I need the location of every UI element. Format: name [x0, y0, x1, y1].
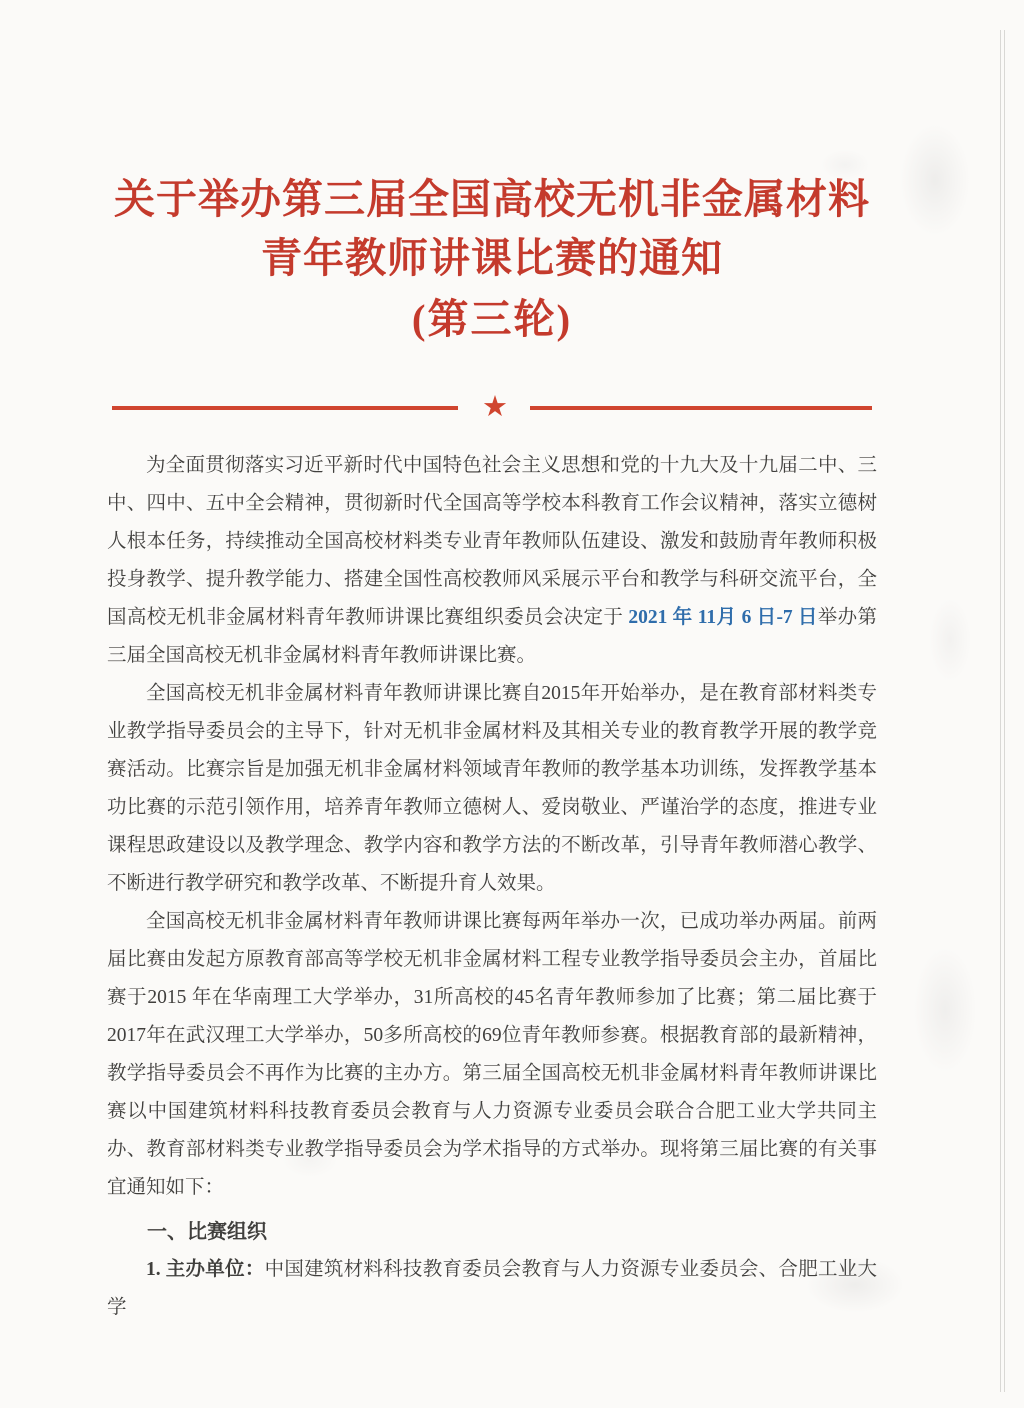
divider-line-right: [530, 406, 872, 410]
paragraph-history: 全国高校无机非金属材料青年教师讲课比赛每两年举办一次，已成功举办两届。前两届比赛由发起方原教育部高等学校无机非金属材料工程专业教学指导委员会主办，首届比赛于2015 年在华南理工大学举办，31所高校的45名青年教师参加了比赛；第二届比赛于2017年在武汉理工大学举办，50多所高校的69位青年教师参赛。根据教育部的最新精神，教学指导委员会不再作为比赛的主办方。第三届全国高校无机非金属材料青年教师讲课比赛以中国建筑材料科技教育委员会教育与人力资源专业委员会联合合肥工业大学共同主办、教育部材料类专业教学指导委员会为学术指导的方式举办。现将第三届比赛的有关事宜通知如下：: [107, 911, 877, 1198]
title-line-1: 关于举办第三届全国高校无机非金属材料: [114, 176, 870, 222]
paragraph-intro-text: 为全面贯彻落实习近平新时代中国特色社会主义思想和党的十九大及十九届二中、三中、四中、五中全会精神，贯彻新时代全国高等学校本科教育工作会议精神，落实立德树人根本任务，持续推动全国高校材料类专业青年教师队伍建设、激发和鼓励青年教师积极投身教学、提升教学能力、搭建全国性高校教师风采展示平台和教学与科研交流平台，全国高校无机非金属材料青年教师讲课比赛组织委员会决定于: [107, 455, 877, 628]
scan-edge-line: [1000, 30, 1001, 1392]
list-item-host-text: 中国建筑材料科技教育委员会教育与人力资源专业委员会、合肥工业大学: [107, 1259, 877, 1318]
section-heading-organization: 一、比赛组织: [147, 1221, 267, 1243]
star-icon: ★: [482, 389, 508, 423]
paragraph-intro: [107, 447, 877, 675]
title-line-2: 青年教师讲课比赛的通知: [261, 235, 723, 281]
title-divider: [107, 389, 877, 423]
document-body: [107, 447, 877, 1327]
list-item-host-unit: [107, 1251, 877, 1327]
document-content: [107, 0, 877, 1327]
competition-date-highlight: 2021 年 11月 6 日: [628, 607, 777, 628]
document-title: [107, 170, 877, 349]
paragraph-intro-tail: 举办第三届全国高校无机非金属材料青年教师讲课比赛。: [107, 607, 877, 666]
competition-date-highlight-2: -7 日: [776, 607, 818, 628]
list-item-host-label: 1. 主办单位：: [146, 1259, 265, 1280]
scan-edge-line: [1004, 30, 1005, 1392]
title-line-3: (第三轮): [411, 296, 573, 342]
divider-line-left: [112, 406, 458, 410]
paragraph-purpose: 全国高校无机非金属材料青年教师讲课比赛自2015年开始举办，是在教育部材料类专业教学指导委员会的主导下，针对无机非金属材料及其相关专业的教育教学开展的教学竞赛活动。比赛宗旨是加强无机非金属材料领域青年教师的教学基本功训练，发挥教学基本功比赛的示范引领作用，培养青年教师立德树人、爱岗敬业、严谨治学的态度，推进专业课程思政建设以及教学理念、教学内容和教学方法的不断改革，引导青年教师潜心教学、不断进行教学研究和教学改革、不断提升育人效果。: [107, 683, 877, 894]
